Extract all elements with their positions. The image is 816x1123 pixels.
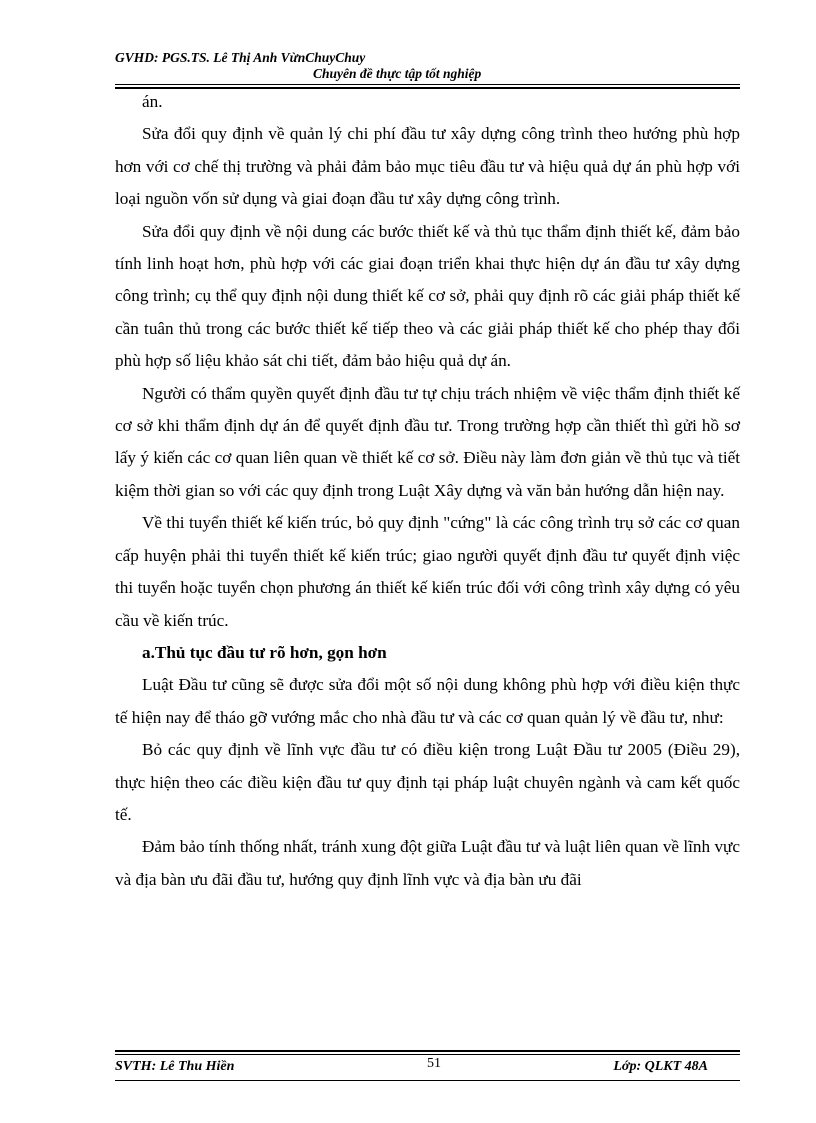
footer-rule: [115, 1054, 740, 1055]
page-header: [115, 50, 740, 81]
paragraph-design-appraisal: Người có thẩm quyền quyết định đầu tư tự chịu trách nhiệm về việc thẩm định thiết kế cơ sở khi thẩm định dự án để quyết định đầu tư. Trong trường hợp cần thiết thì gửi hồ sơ lấy ý kiến các cơ quan liên quan về thiết kế cơ sở. Điều này làm đơn giản về thủ tục và tiết kiệm thời gian so với các quy định trong Luật Xây dựng và văn bản hướng dẫn hiện nay.: [115, 383, 740, 500]
report-title-line: Chuyên đề thực tập tốt nghiệp: [313, 66, 482, 81]
student-name: SVTH: Lê Thu Hiền: [115, 1059, 235, 1074]
paragraph-continuation: án.: [142, 92, 163, 111]
paragraph-design-steps: Sửa đổi quy định về nội dung các bước thiết kế và thủ tục thẩm định thiết kế, đảm bảo tính linh hoạt hơn, phù hợp với các giai đoạn triển khai thực hiện dự án đầu tư xây dựng công trình; cụ thể quy định nội dung thiết kế cơ sở, phải quy định rõ các giải pháp thiết kế cần tuân thủ trong các bước thiết kế tiếp theo và các giải pháp thiết kế cho phép thay đổi phù hợp số liệu khảo sát chi tiết, đảm bảo hiệu quả dự án.: [115, 221, 740, 371]
page-number: 51: [427, 1056, 441, 1071]
footer-rule-thick: [115, 1050, 740, 1052]
header-rule: [115, 84, 740, 85]
paragraph-investment-law: Luật Đầu tư cũng sẽ được sửa đổi một số nội dung không phù hợp với điều kiện thực tế hiện nay để tháo gỡ vướng mắc cho nhà đầu tư và các cơ quan quản lý về đầu tư, như:: [115, 675, 740, 727]
document-body: [115, 86, 740, 896]
paragraph-architecture-contest: Về thi tuyển thiết kế kiến trúc, bỏ quy định "cứng" là các công trình trụ sở các cơ quan cấp huyện phải thi tuyển thiết kế kiến trúc; giao người quyết định đầu tư quyết định việc thi tuyển hoặc tuyển chọn phương án thiết kế kiến trúc đối với công trình xây dựng có yêu cầu về kiến trúc.: [115, 513, 740, 630]
supervisor-line: GVHD: PGS.TS. Lê Thị Anh VừnChuyChuy: [115, 50, 366, 65]
paragraph-conditional-sectors: Bỏ các quy định về lĩnh vực đầu tư có điều kiện trong Luật Đầu tư 2005 (Điều 29), thực hiện theo các điều kiện đầu tư quy định tại pháp luật chuyên ngành và cam kết quốc tế.: [115, 740, 740, 824]
class-label: Lớp: QLKT 48A: [613, 1059, 708, 1074]
footer-bottom-rule: [115, 1080, 740, 1081]
paragraph-consistency: Đảm bảo tính thống nhất, tránh xung đột giữa Luật đầu tư và luật liên quan về lĩnh vực và địa bàn ưu đãi đầu tư, hướng quy định lĩnh vực và địa bàn ưu đãi: [115, 837, 740, 889]
paragraph-cost-management: Sửa đổi quy định về quản lý chi phí đầu tư xây dựng công trình theo hướng phù hợp hơn với cơ chế thị trường và phải đảm bảo mục tiêu đầu tư và hiệu quả dự án phù hợp với loại nguồn vốn sử dụng và giai đoạn đầu tư xây dựng công trình.: [115, 124, 740, 209]
section-heading: a.Thủ tục đầu tư rõ hơn, gọn hơn: [142, 642, 387, 662]
